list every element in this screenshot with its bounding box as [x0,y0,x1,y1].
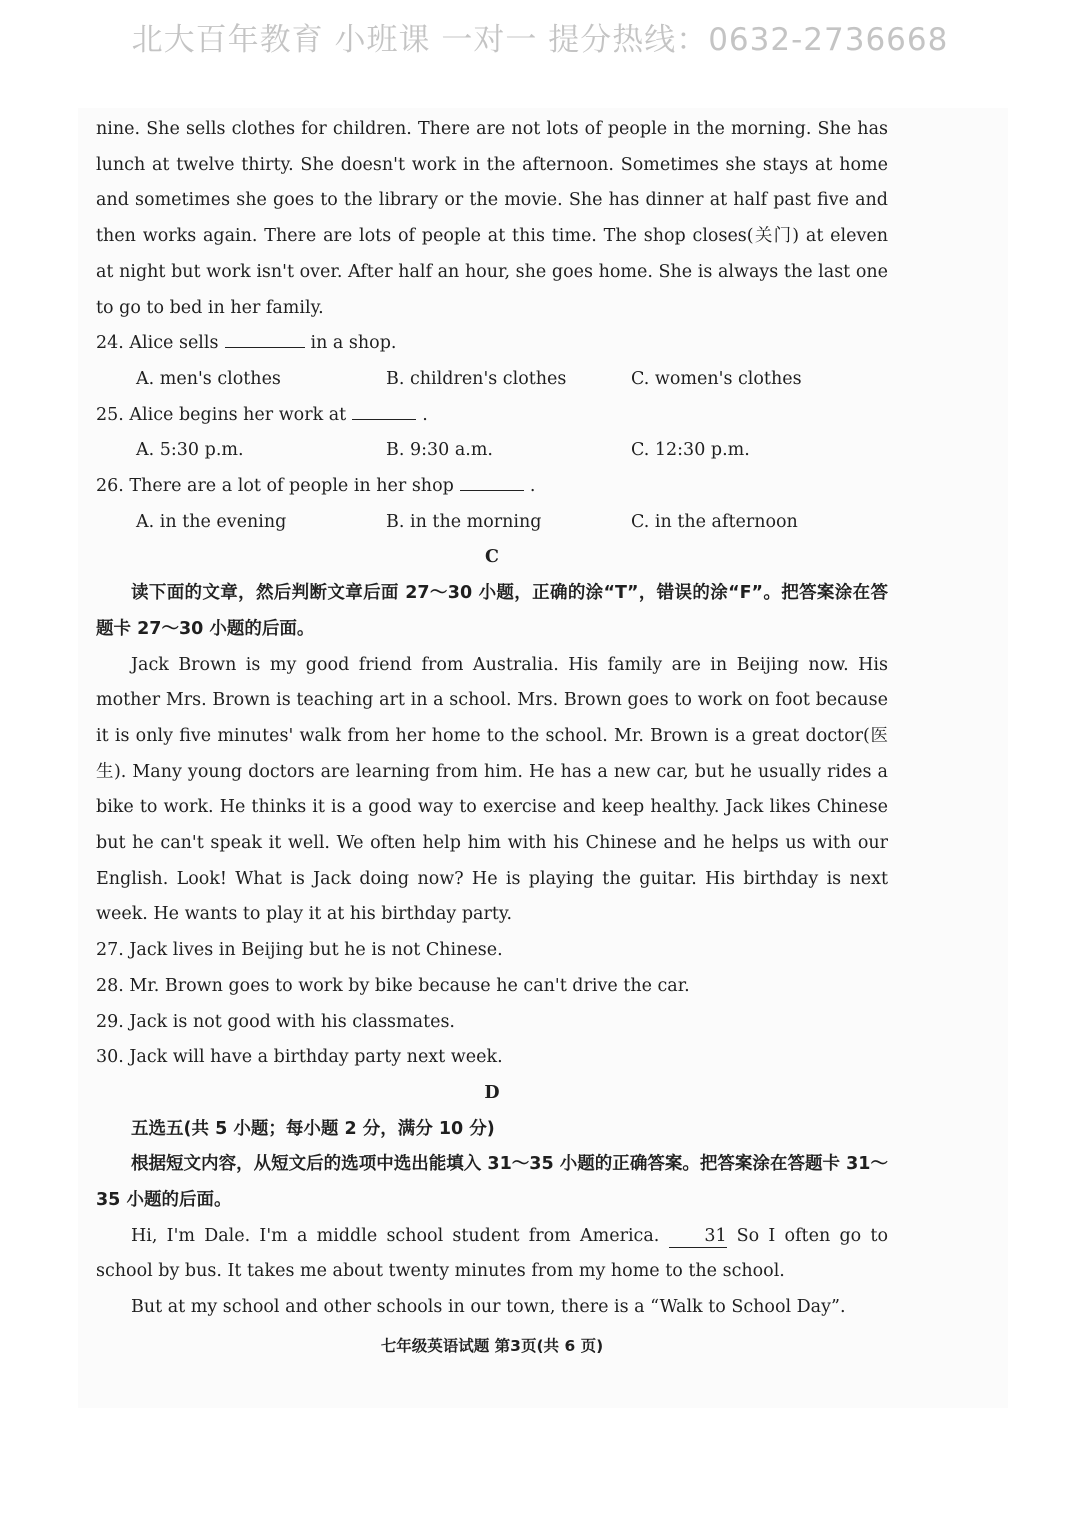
section-d-paragraph-2: But at my school and other schools in our town, there is a “Walk to School Day”. [131,1297,846,1318]
statement-28: 28. Mr. Brown goes to work by bike because he can't drive the car. [96,975,690,996]
option-c: C. women's clothes [631,368,802,389]
option-a: A. men's clothes [136,368,281,389]
paragraph-text: Hi, I'm Dale. I'm a middle school student from America. [131,1225,660,1246]
passage-b-tail: nine. She sells clothes for children. There are not lots of people in the morning. She has lunch at twelve thirty. She doesn't work in the afternoon. Sometimes she stays at home and sometimes she goes to the library or the movie. She has dinner at half past five and then works again. There are lots of people at this time. The shop closes(关门) at eleven at night but work isn't over. After half an hour, she goes home. She is always the last one to go to bed in her family. [96,119,888,318]
option-c: C. 12:30 p.m. [631,440,750,461]
question-number: 26. [96,476,124,496]
option-b: B. 9:30 a.m. [386,440,493,461]
question-stem-end: . [422,404,428,425]
statement-27: 27. Jack lives in Beijing but he is not Chinese. [96,940,503,961]
section-c-instruction: 读下面的文章，然后判断文章后面 27～30 小题，正确的涂“T”，错误的涂“F”。把答案涂在答题卡 27～30 小题的后面。 [96,583,888,639]
blank-31: 31 [669,1225,726,1248]
section-d-paragraph-1 [96,1219,888,1290]
answer-blank [352,405,416,420]
section-d-heading: D [484,1082,500,1103]
option-b: B. children's clothes [386,368,567,389]
exam-page-content [96,112,888,1364]
question-25 [96,398,888,469]
statement-29: 29. Jack is not good with his classmates. [96,1011,455,1032]
option-b: B. in the morning [386,511,542,532]
option-c: C. in the afternoon [631,511,798,532]
question-26 [96,469,888,540]
page-footer: 七年级英语试题 第3页(共 6 页) [380,1336,604,1355]
watermark-hotline: 北大百年教育 小班课 一对一 提分热线：0632-2736668 [131,22,949,58]
statement-30: 30. Jack will have a birthday party next week. [96,1047,503,1068]
section-d-instruction: 根据短文内容，从短文后的选项中选出能填入 31～35 小题的正确答案。把答案涂在答题卡 31～35 小题的后面。 [96,1154,888,1211]
paragraph-text: So I often go to school by bus. It takes me about twenty minutes from my home to the school. [96,1225,888,1282]
question-stem: Alice begins her work at [129,404,347,425]
option-a: A. in the evening [136,511,287,532]
answer-blank [225,333,305,348]
option-a: A. 5:30 p.m. [136,440,244,461]
section-c-passage: Jack Brown is my good friend from Australia. His family are in Beijing now. His mother Mrs. Brown is teaching art in a school. Mrs. Brown goes to work on foot because it is only five minutes' walk from her home to the school. Mr. Brown is a great doctor(医生). Many young doctors are learning from him. He has a new car, but he usually rides a bike to work. He thinks it is a good way to exercise and keep healthy. Jack likes Chinese but he can't speak it well. We often help him with his Chinese and he helps us with our English. Look! What is Jack doing now? He is playing the guitar. His birthday is next week. He wants to play it at his birthday party. [96,654,888,925]
question-number: 24. [96,333,124,354]
question-stem-end: . [529,476,536,496]
question-24 [96,326,888,397]
answer-blank [460,476,524,491]
question-number: 25. [96,404,124,425]
question-stem: Alice sells [129,333,219,354]
question-stem: There are a lot of people in her shop [129,476,454,496]
section-d-title: 五选五(共 5 小题；每小题 2 分，满分 10 分) [131,1118,495,1139]
section-c-heading: C [485,547,499,568]
question-stem-end: in a shop. [310,333,397,354]
